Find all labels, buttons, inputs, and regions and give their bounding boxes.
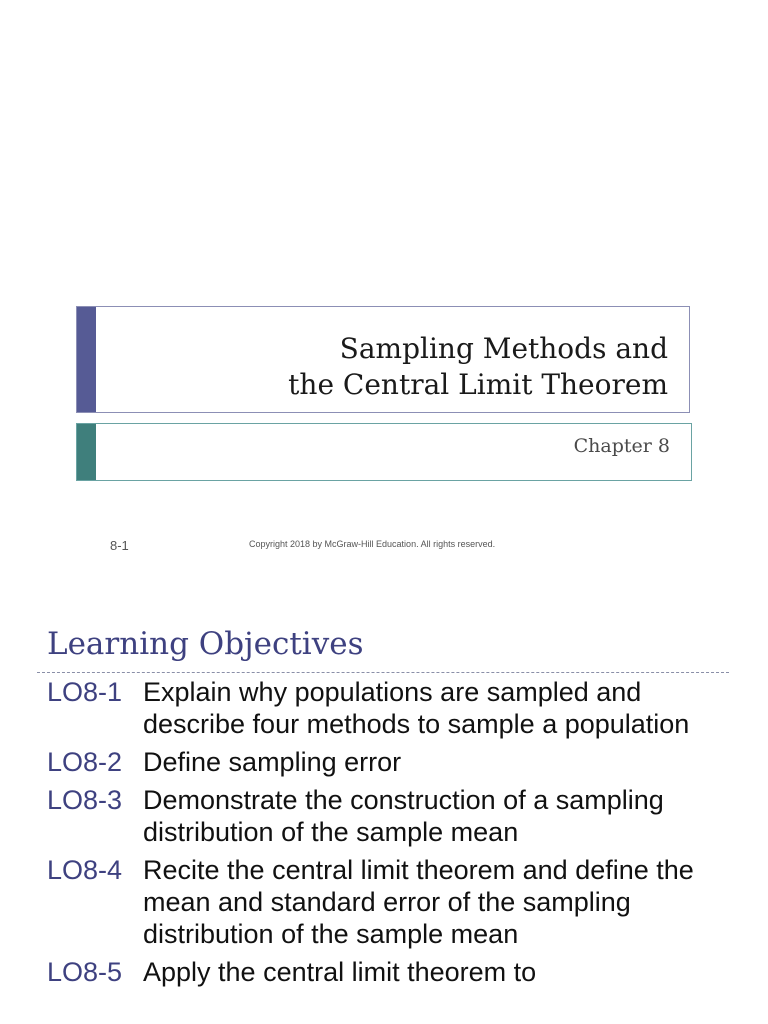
subtitle-box (76, 423, 692, 481)
objective-code: LO8-4 (47, 855, 123, 885)
objective-code: LO8-2 (47, 747, 123, 777)
objectives-list (47, 676, 747, 994)
list-item (47, 746, 747, 778)
slide-title (288, 331, 668, 403)
heading-divider (37, 672, 729, 673)
objective-code: LO8-5 (47, 957, 123, 987)
title-box (76, 306, 690, 413)
title-accent-bar (77, 307, 96, 412)
chapter-subtitle: Chapter 8 (573, 435, 670, 457)
list-item (47, 676, 747, 740)
title-line-1: Sampling Methods and (339, 332, 668, 365)
list-item (47, 956, 747, 988)
title-line-2: the Central Limit Theorem (288, 368, 668, 401)
objectives-slide (0, 610, 768, 1024)
objective-code: LO8-3 (47, 785, 123, 815)
objective-text: Recite the central limit theorem and define the mean and standard error of the sampling distribution of the sample mean (143, 855, 694, 949)
slide-number: 8-1 (110, 538, 129, 553)
list-item (47, 854, 747, 950)
objective-text: Apply the central limit theorem to (143, 957, 537, 987)
objective-text: Demonstrate the construction of a sampling distribution of the sample mean (143, 785, 664, 847)
objectives-heading: Learning Objectives (47, 626, 364, 662)
objective-text: Define sampling error (143, 747, 402, 777)
list-item (47, 784, 747, 848)
subtitle-accent-bar (77, 424, 96, 480)
copyright-notice: Copyright 2018 by McGraw-Hill Education. All rights reserved. (249, 539, 496, 549)
objective-text: Explain why populations are sampled and describe four methods to sample a population (143, 677, 690, 739)
objective-code: LO8-1 (47, 677, 123, 707)
